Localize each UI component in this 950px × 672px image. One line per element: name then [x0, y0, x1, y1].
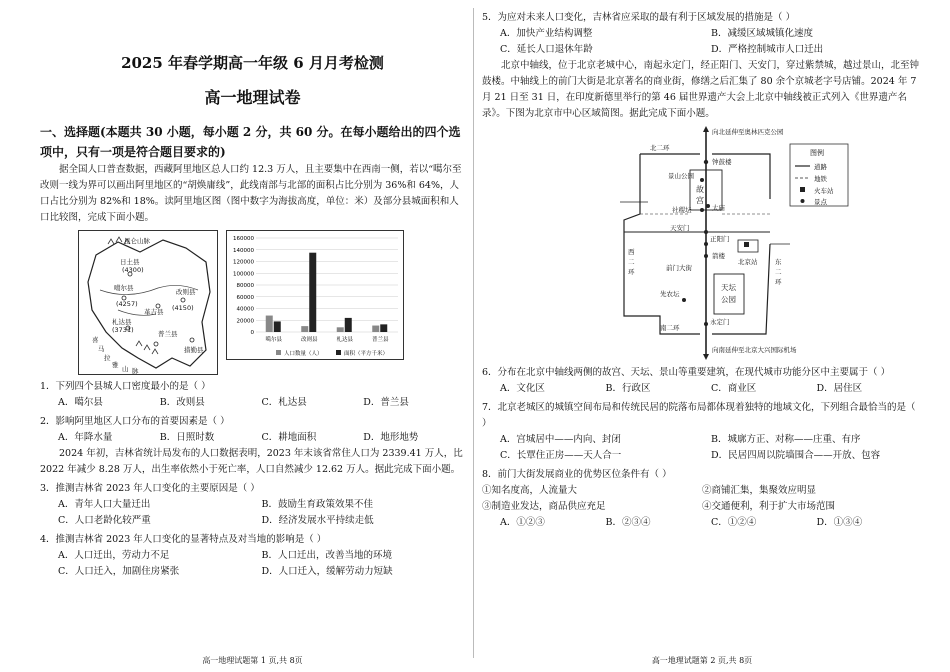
q8-option-d[interactable]: D．①③④ — [816, 517, 863, 528]
q2-option-d[interactable]: D．地形地势 — [363, 432, 419, 443]
label-xiannongtan: 先农坛 — [660, 290, 680, 298]
figure-row — [78, 230, 465, 375]
y-tick-label: 140000 — [233, 247, 254, 254]
label-tiantan: 天坛 — [721, 283, 736, 292]
q8-option-a[interactable]: A．①②③ — [500, 517, 545, 528]
q1-options — [40, 395, 465, 411]
q2-option-b[interactable]: B．日照时数 — [159, 432, 215, 443]
y-tick-label: 60000 — [236, 294, 254, 301]
q8-options — [482, 515, 922, 531]
q4-options — [40, 548, 465, 580]
q6-option-b[interactable]: B．行政区 — [605, 383, 651, 394]
q3-option-a[interactable]: A．青年人口大量迁出 — [58, 499, 151, 510]
x-tick-label: 改则县 — [300, 337, 318, 343]
label-tiananmen: 天安门 — [670, 224, 690, 232]
label-bell-drum-tower: 钟鼓楼 — [712, 158, 732, 166]
bar-population-1 — [301, 326, 308, 332]
label-north-extension: 向北延伸至奥林匹克公园 — [712, 128, 784, 136]
right-page — [482, 0, 922, 672]
question-5: 5．为应对未来人口变化，吉林省应采取的最有利于区域发展的措施是（ ） — [482, 12, 796, 23]
q1-option-d[interactable]: D．普兰县 — [363, 397, 409, 408]
map-label-pulan: 普兰县 — [158, 330, 178, 338]
marker-yongdingmen — [704, 322, 708, 326]
bar-area-2 — [345, 318, 352, 332]
column-divider — [473, 8, 474, 658]
q2-options — [40, 430, 465, 446]
beijing-map-labels — [628, 127, 797, 354]
label-west-1: 西 — [628, 248, 635, 256]
x-tick-label: 札达县 — [336, 337, 354, 343]
legend-swatch-area — [336, 350, 341, 355]
map-label-cuoqin: 措勤县 — [184, 346, 204, 354]
legend-road: 道路 — [814, 163, 827, 171]
q6-option-c[interactable]: C．商业区 — [711, 383, 757, 394]
marker-zhengyangmen — [704, 242, 708, 246]
legend-title: 图例 — [810, 149, 824, 157]
q7-option-a[interactable]: A．宫城居中——内向、封闭 — [500, 434, 621, 445]
legend-station-icon — [800, 187, 805, 192]
marker-tiananmen — [704, 230, 708, 234]
q8-statements — [482, 483, 922, 515]
label-north-2nd-ring: 北二环 — [650, 144, 670, 152]
q7-options — [482, 432, 922, 464]
q8-option-b[interactable]: B．②③④ — [605, 517, 651, 528]
map-label-himalaya-2: 马 — [98, 345, 105, 353]
q3-options — [40, 497, 465, 529]
legend-sight-icon — [801, 199, 805, 203]
label-yongdingmen: 永定门 — [710, 318, 730, 326]
map-label-himalaya-4: 雅 — [112, 361, 119, 369]
label-south-extension: 向南延伸至北京大兴国际机场 — [712, 346, 797, 354]
map-label-gaer-elev: (4257) — [116, 300, 138, 308]
beijing-axis-map — [482, 124, 922, 362]
page-footer-1: 高一地理试题第 1 页,共 8页 — [202, 656, 303, 665]
bar-population-2 — [337, 327, 344, 332]
q8-item-3: ③制造业发达，商品供应充足 — [482, 501, 606, 512]
map-label-geji: 革吉县 — [144, 308, 164, 316]
map-label-gaize: 改则县 — [176, 288, 196, 296]
marker-jianlou — [704, 254, 708, 258]
y-tick-label: 20000 — [236, 318, 254, 325]
y-tick-label: 0 — [250, 330, 254, 336]
label-east-3: 环 — [775, 278, 782, 286]
south-arrow — [703, 354, 709, 360]
q3-option-c[interactable]: C．人口老龄化较严重 — [58, 515, 151, 526]
q7-option-b[interactable]: B．城廓方正、对称——庄重、有序 — [711, 434, 861, 445]
marker-xiannongtan — [682, 298, 686, 302]
marker-taimiao — [706, 204, 710, 208]
question-2: 2．影响阿里地区人口分布的首要因素是（ ） — [40, 416, 230, 427]
q7-option-c[interactable]: C．长覃住正房——天人合一 — [500, 450, 622, 461]
q7-option-d[interactable]: D．民居四周以院墙围合——开放、包容 — [711, 450, 881, 461]
section-heading: 一、选择题(本题共 30 小题，每小题 2 分，共 60 分。在每小题给出的四个选项中，只有一项是符合题目要求的) — [40, 125, 461, 159]
map-label-ritu-elev: (4300) — [122, 266, 144, 274]
map-label-himalaya-1: 喜 — [92, 336, 99, 344]
q5-option-a[interactable]: A．加快产业结构调整 — [500, 28, 593, 39]
label-shejitan: 社稷坛 — [672, 206, 692, 214]
legend-subway: 地铁 — [814, 175, 827, 183]
q8-option-c[interactable]: C．①②④ — [711, 517, 757, 528]
q4-option-b[interactable]: B．人口迁出，改善当地的环境 — [261, 550, 392, 561]
label-gong: 宫 — [696, 196, 704, 205]
q1-option-a[interactable]: A．噶尔县 — [58, 397, 103, 408]
legend-population: 人口数量（人） — [284, 351, 323, 357]
q5-options — [482, 26, 922, 58]
marker-jingshan — [700, 178, 704, 182]
marker-shejitan — [700, 208, 704, 212]
q3-option-d[interactable]: D．经济发展水平持续走低 — [261, 515, 374, 526]
q2-option-c[interactable]: C．耕地面积 — [261, 432, 317, 443]
question-1: 1．下列四个县城人口密度最小的是（ ） — [40, 381, 211, 392]
label-taimiao: 太庙 — [712, 204, 725, 212]
temple-of-heaven-block — [714, 274, 744, 314]
q1-option-c[interactable]: C．札达县 — [261, 397, 307, 408]
map-legend — [790, 144, 848, 206]
exam-title: 2025 年春学期高一年级 6 月月考检测 — [121, 54, 384, 72]
bar-population-3 — [372, 326, 379, 332]
label-qianmen-street: 前门大街 — [666, 264, 692, 272]
label-east-2: 二 — [775, 268, 782, 276]
label-jianlou: 箭楼 — [712, 252, 725, 260]
legend-station: 火车站 — [814, 187, 834, 195]
label-park: 公园 — [721, 295, 736, 304]
map-label-gaer: 噶尔县 — [114, 284, 134, 292]
label-jingshan: 景山公园 — [668, 172, 694, 180]
ali-map — [78, 230, 218, 375]
question-8: 8．前门大街发展商业的优势区位条件有（ ） — [482, 469, 672, 480]
bar-population-0 — [266, 316, 273, 332]
page-footer-2: 高一地理试题第 2 页,共 8页 — [651, 656, 753, 665]
label-west-3: 环 — [628, 268, 635, 276]
label-beijing-station: 北京站 — [738, 258, 758, 266]
label-zhengyangmen: 正阳门 — [710, 235, 730, 243]
q5-option-c[interactable]: C．延长人口退休年龄 — [500, 44, 593, 55]
q6-option-d[interactable]: D．居住区 — [816, 383, 863, 394]
q1-option-b[interactable]: B．改则县 — [159, 397, 205, 408]
q3-option-b[interactable]: B．鼓励生育政策效果不佳 — [261, 499, 373, 510]
map-label-ritu: 日土县 — [120, 258, 140, 266]
q6-option-a[interactable]: A．文化区 — [500, 383, 545, 394]
x-tick-label: 噶尔县 — [265, 337, 283, 343]
label-east-1: 东 — [775, 258, 782, 266]
county-bar-chart — [226, 230, 404, 360]
y-tick-label: 120000 — [233, 259, 254, 266]
y-tick-label: 80000 — [236, 283, 254, 289]
q8-item-2: ②商铺汇集，集聚效应明显 — [702, 485, 817, 496]
y-tick-label: 100000 — [233, 271, 254, 278]
map-label-himalaya-5: 山 — [122, 365, 129, 373]
label-south-2nd-ring: 南二环 — [660, 324, 680, 332]
marker-railway-station — [744, 242, 749, 247]
question-6: 6．分布在北京中轴线两侧的故宫、天坛、景山等重要建筑，在现代城市功能分区中主要属于（ ） — [482, 367, 891, 378]
map-label-kunlun: 昆仑山脉 — [124, 237, 150, 245]
question-3: 3．推测吉林省 2023 年人口变化的主要原因是（ ） — [40, 483, 260, 494]
map-label-zhada-elev: (3731) — [112, 326, 134, 334]
passage-ali: 据全国人口普查数据，西藏阿里地区总人口约 12.3 万人，且主要集中在西南一侧，若以“噶尔至改则一线为界可以画出阿里地区的“胡焕庸线”，此线南部与北部的面积占比分别为 36%和 64%，人口占比分别为 82%和 18%。读阿里地区图（图中数字为海拔高度，单位：米）及部分县城面积和人口比较图，完成下面小题。 — [40, 164, 462, 223]
q4-option-c[interactable]: C．人口迁入，加剧住房紧张 — [58, 566, 180, 577]
q2-option-a[interactable]: A．年降水量 — [58, 432, 113, 443]
x-tick-label: 普兰县 — [371, 337, 389, 343]
left-page — [40, 0, 465, 672]
q4-option-d[interactable]: D．人口迁入，缓解劳动力短缺 — [261, 566, 393, 577]
y-tick-label: 40000 — [236, 306, 254, 313]
map-label-zhada: 札达县 — [112, 318, 132, 326]
map-label-himalaya-3: 拉 — [104, 354, 111, 362]
legend-swatch-population — [276, 350, 281, 355]
bar-area-3 — [380, 324, 387, 332]
map-label-gaize-elev: (4150) — [172, 304, 194, 312]
q8-item-4: ④交通便利，利于扩大市场范围 — [702, 501, 836, 512]
legend-sight: 景点 — [814, 198, 827, 206]
map-label-himalaya-6: 脉 — [132, 367, 139, 375]
legend-area: 面积（平方千米） — [344, 351, 389, 357]
y-tick-label: 160000 — [233, 236, 254, 242]
passage-beijing: 北京中轴线，位于北京老城中心，南起永定门，经正阳门、天安门，穿过紫禁城，越过景山，北至钟鼓楼。中轴线上的前门大街是北京著名的商业街，修缮之后汇集了 80 余个京城老字号店铺。2024 年 7 月 21 日至 31 日，在印度新德里举行的第 46 届世界遗产大会上北京中轴线被正式列入《世界遗产名录》。下图为北京市中心区域简图。据此完成下面小题。 — [482, 60, 920, 119]
north-arrow — [703, 126, 709, 132]
question-4: 4．推测吉林省 2023 年人口变化的显著特点及对当地的影响是（ ） — [40, 534, 327, 545]
label-west-2: 二 — [628, 258, 635, 266]
q6-options — [482, 381, 922, 397]
q8-item-1: ①知名度高，人流量大 — [482, 485, 578, 496]
label-gu: 故 — [696, 185, 704, 194]
marker-drum-tower — [704, 160, 708, 164]
bar-area-1 — [309, 253, 316, 332]
question-7: 7．北京老城区的城镇空间布局和传统民居的院落布局都体现着独特的地域文化，下列组合最恰当的是（ ） — [482, 402, 916, 429]
q5-option-d[interactable]: D．严格控制城市人口迁出 — [711, 44, 824, 55]
q4-option-a[interactable]: A．人口迁出，劳动力不足 — [58, 550, 170, 561]
q5-option-b[interactable]: B．减缓区域城镇化速度 — [711, 28, 813, 39]
exam-subtitle: 高一地理试卷 — [204, 88, 301, 107]
chart-y-ticks — [233, 236, 255, 336]
passage-jilin: 2024 年初，吉林省统计局发布的人口数据表明，2023 年末该省常住人口为 2339.41 万人，比 2022 年减少 8.28 万人，出生率依然小于死亡率，人口自然减少 12.62 万人。据此完成下面小题。 — [40, 448, 463, 475]
bar-area-0 — [274, 321, 281, 332]
